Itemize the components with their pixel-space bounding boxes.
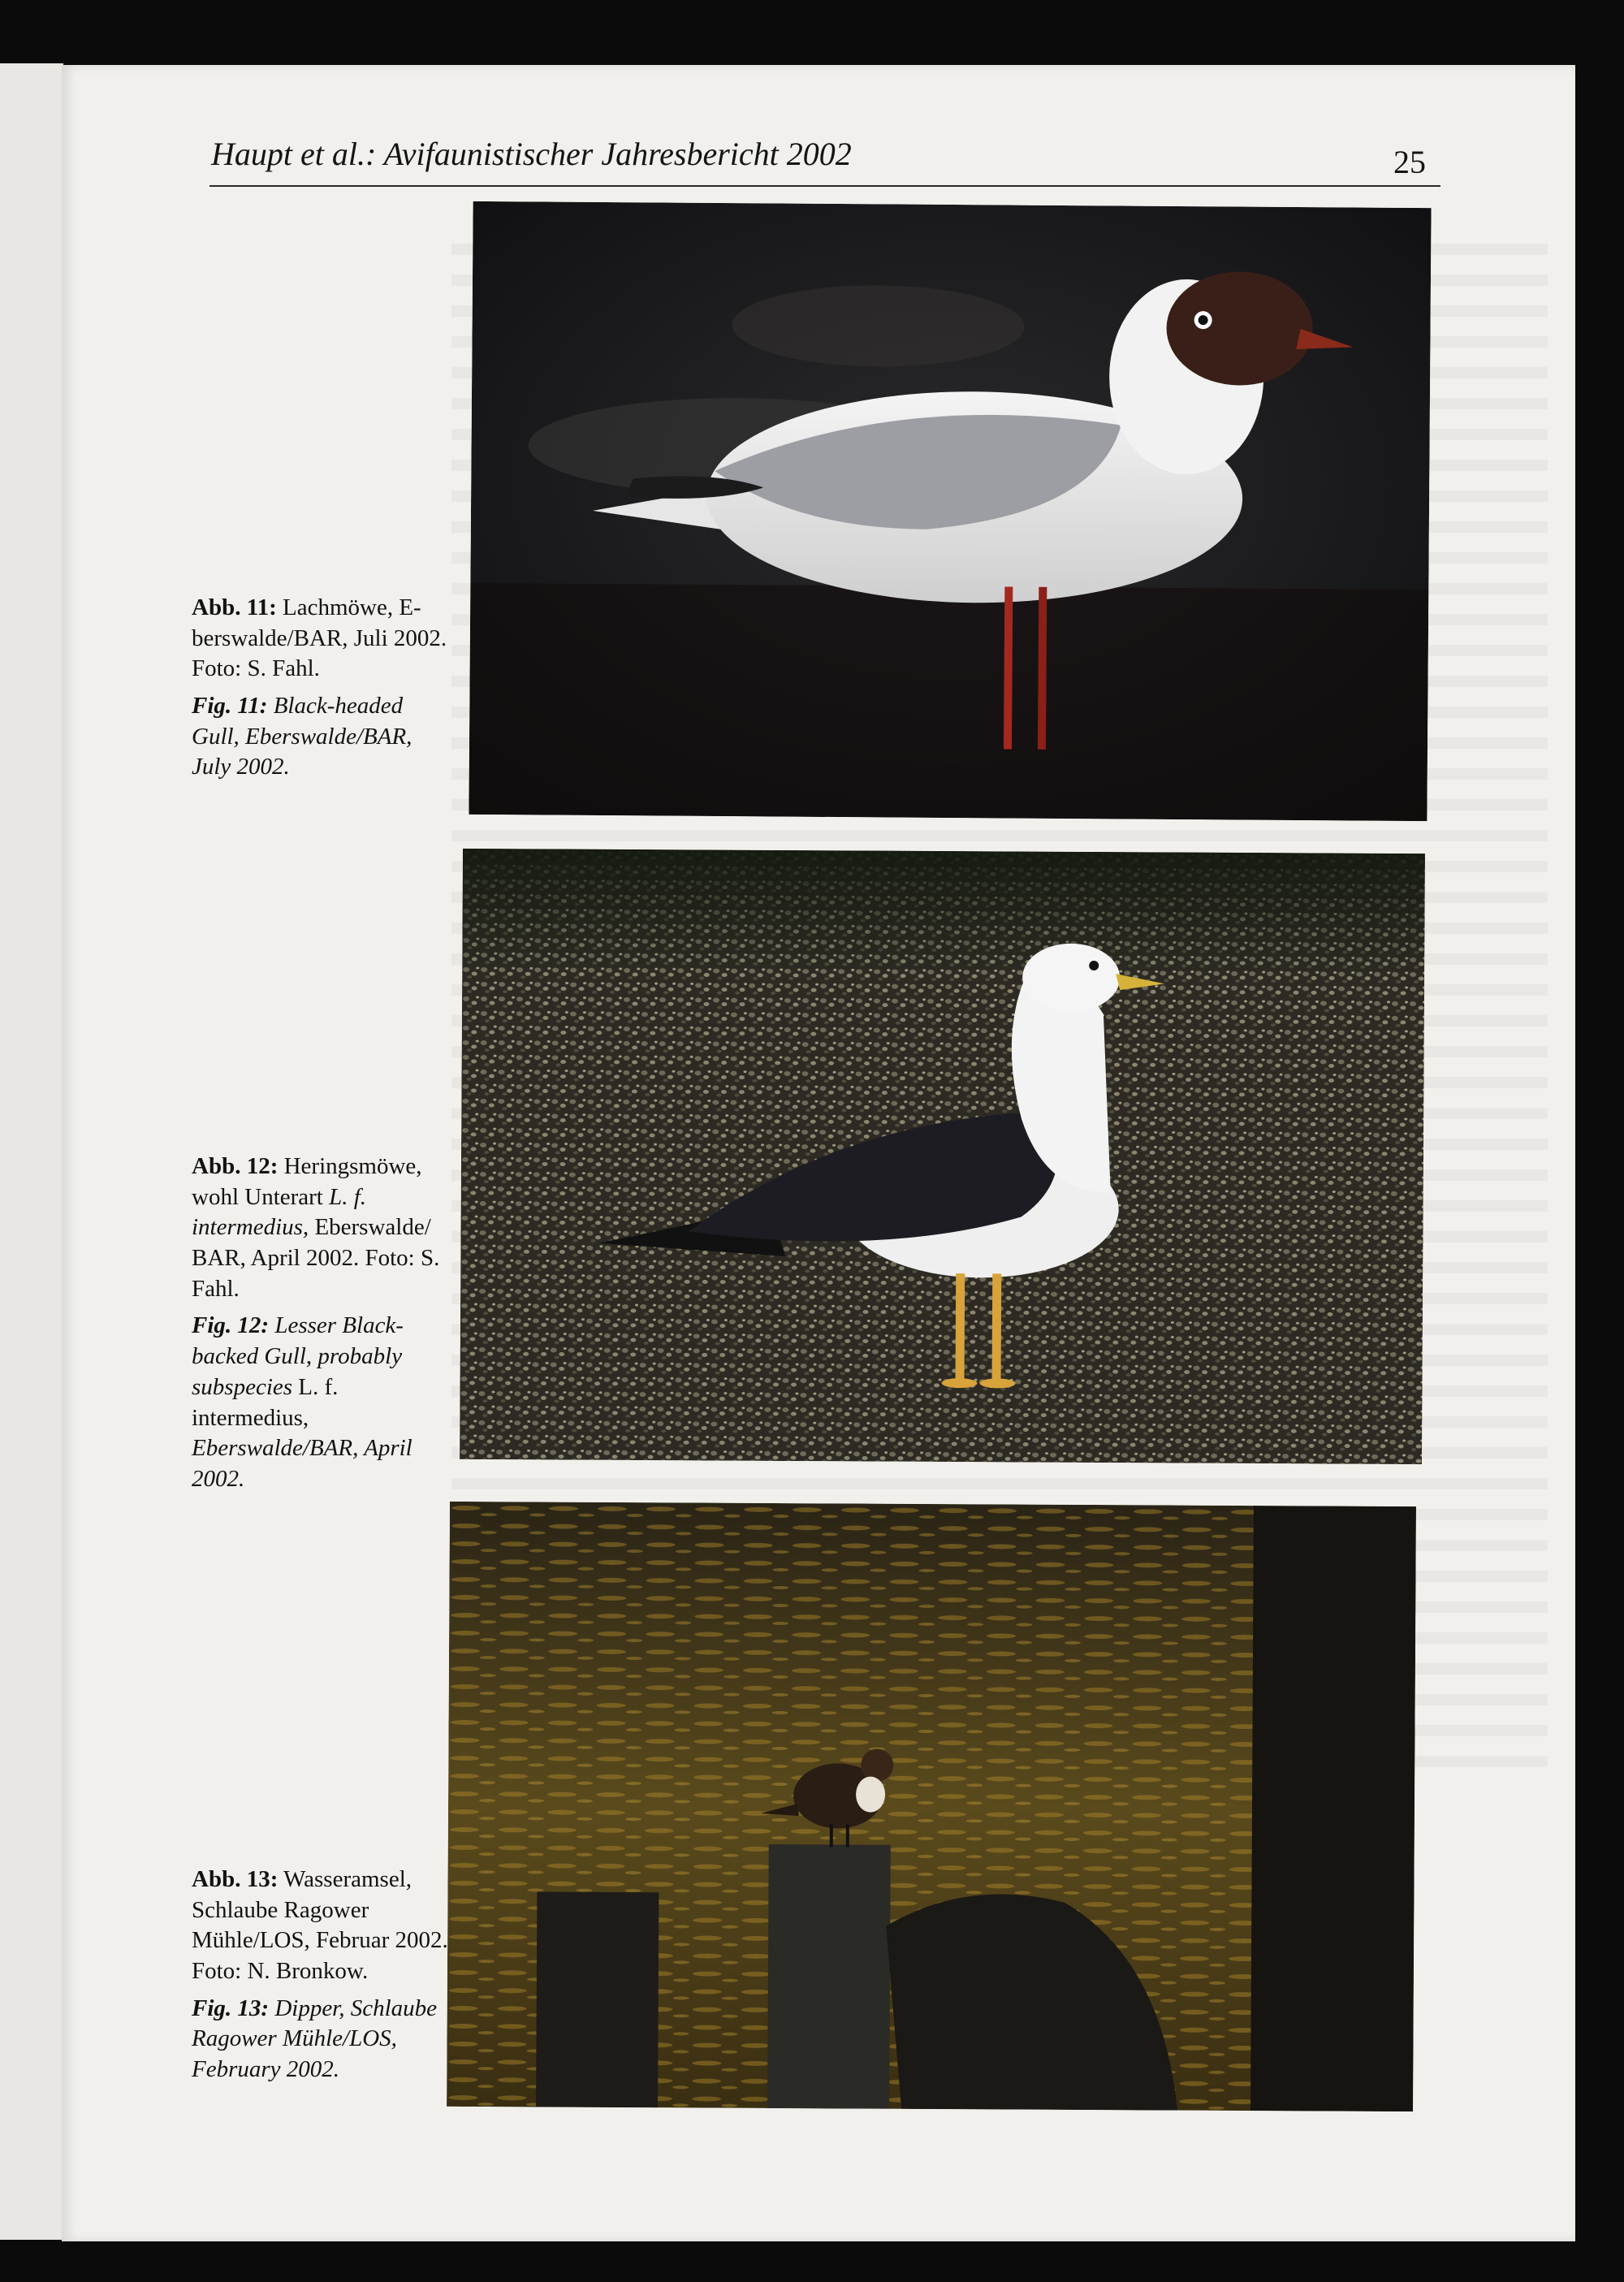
caption-text: Lachmöwe, E-berswalde/BAR, Juli 2002. Foto: S. Fahl. bbox=[192, 594, 447, 682]
caption-fig11 bbox=[192, 593, 450, 789]
caption-text: Black-headed Gull, Eberswalde/BAR, July 2002. bbox=[192, 693, 412, 780]
caption-fig12 bbox=[192, 1152, 450, 1502]
caption-text: Dipper, Schlaube Ragower Mühle/LOS, February 2002. bbox=[192, 1995, 438, 2083]
caption-label: Abb. 12: bbox=[192, 1153, 279, 1179]
page-number: 25 bbox=[1393, 144, 1426, 180]
caption-de-fig11 bbox=[192, 593, 450, 685]
running-header-title: Haupt et al.: Avifaunistischer Jahresbericht 2002 bbox=[211, 136, 852, 172]
caption-taxon: L. f. intermedius, bbox=[192, 1183, 367, 1241]
photo-lesser-black-backed-gull bbox=[460, 849, 1425, 1464]
photo-dipper bbox=[447, 1502, 1416, 2111]
caption-label: Fig. 11: bbox=[192, 693, 268, 720]
caption-label: Fig. 13: bbox=[192, 1995, 270, 2021]
gull-photo-svg bbox=[469, 201, 1431, 821]
caption-label: Abb. 13: bbox=[192, 1866, 279, 1892]
caption-label: Fig. 12: bbox=[192, 1312, 270, 1339]
caption-en-fig11 bbox=[192, 691, 450, 783]
photo-black-headed-gull bbox=[469, 201, 1431, 821]
caption-text: Eberswalde/BAR, April 2002. bbox=[192, 1435, 412, 1492]
caption-text: Wasseramsel, Schlaube Ragower Mühle/LOS, Februar 2002. Foto: N. Bronkow. bbox=[192, 1866, 448, 1985]
caption-en-fig13 bbox=[192, 1994, 450, 2085]
header-rule bbox=[209, 185, 1440, 187]
caption-fig13 bbox=[192, 1865, 450, 2092]
caption-de-fig13 bbox=[192, 1865, 450, 1987]
caption-text: Eberswalde/ BAR, April 2002. Foto: S. Fahl. bbox=[192, 1214, 440, 1302]
facing-page-edge bbox=[0, 63, 63, 2240]
gull-photo-svg bbox=[460, 849, 1425, 1464]
caption-text: Heringsmöwe, wohl Unterart bbox=[192, 1153, 422, 1210]
caption-en-fig12 bbox=[192, 1311, 450, 1494]
caption-text: Lesser Black-backed Gull, probably subspecies bbox=[192, 1312, 404, 1400]
dipper-photo-svg bbox=[447, 1502, 1416, 2111]
caption-de-fig12 bbox=[192, 1152, 450, 1304]
caption-taxon: L. f. intermedius, bbox=[192, 1373, 339, 1431]
caption-label: Abb. 11: bbox=[192, 594, 277, 620]
